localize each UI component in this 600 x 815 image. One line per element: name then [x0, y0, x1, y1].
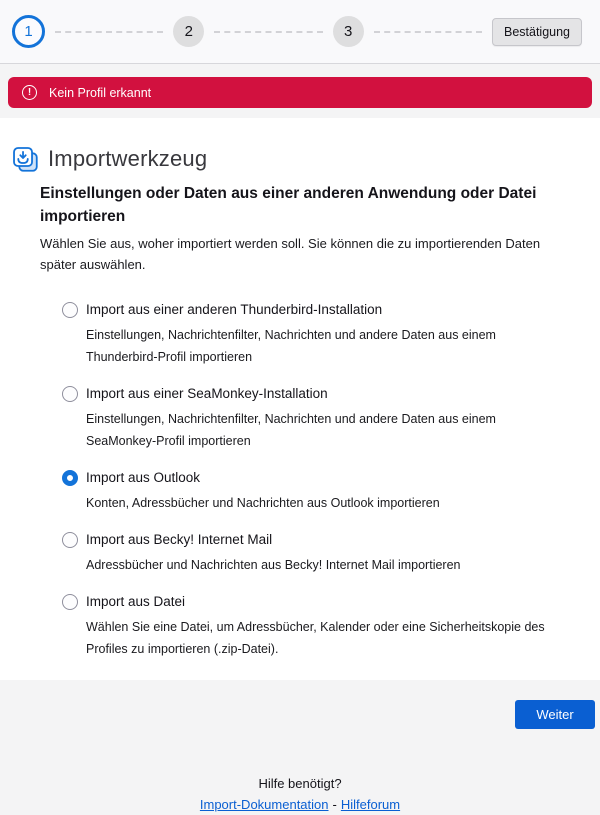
link-help-forum[interactable]: Hilfeforum	[340, 797, 401, 812]
option-row[interactable]	[62, 469, 560, 487]
option-row[interactable]	[62, 593, 560, 611]
radio-button[interactable]	[62, 594, 78, 610]
stepper	[0, 0, 600, 64]
step-connector	[214, 31, 322, 33]
option-description: Adressbücher und Nachrichten aus Becky! Internet Mail importieren	[86, 558, 461, 572]
import-source-options	[62, 301, 560, 660]
step-1: 1	[12, 15, 45, 48]
footer	[0, 680, 600, 815]
option-file[interactable]	[62, 593, 560, 660]
alert-banner	[8, 77, 592, 108]
help-title: Hilfe benötigt?	[258, 776, 342, 791]
help-links	[0, 797, 600, 812]
option-label: Import aus Outlook	[86, 470, 201, 485]
error-icon: !	[22, 85, 37, 100]
option-description: Konten, Adressbücher und Nachrichten aus Outlook importieren	[86, 496, 440, 510]
option-becky[interactable]	[62, 531, 560, 576]
option-row[interactable]	[62, 385, 560, 403]
step-connector	[374, 31, 482, 33]
radio-button[interactable]	[62, 302, 78, 318]
option-label: Import aus einer SeaMonkey-Installation	[86, 386, 328, 401]
radio-button[interactable]	[62, 532, 78, 548]
help-section	[0, 776, 600, 812]
link-separator: -	[332, 797, 337, 812]
section-description: Wählen Sie aus, woher importiert werden soll. Sie können die zu importierenden Daten später auswählen.	[40, 236, 541, 272]
main-content	[0, 118, 600, 680]
next-button[interactable]: Weiter	[515, 700, 595, 729]
radio-button[interactable]	[62, 470, 78, 486]
option-label: Import aus einer anderen Thunderbird-Installation	[86, 302, 383, 317]
step-confirmation-chip: Bestätigung	[492, 18, 582, 46]
option-seamonkey[interactable]	[62, 385, 560, 452]
option-description: Wählen Sie eine Datei, um Adressbücher, Kalender oder eine Sicherheitskopie des Profiles zu importieren (.zip-Datei).	[86, 620, 545, 656]
option-thunderbird[interactable]	[62, 301, 560, 368]
option-row[interactable]	[62, 301, 560, 319]
radio-button[interactable]	[62, 386, 78, 402]
alert-region	[0, 64, 600, 118]
option-description: Einstellungen, Nachrichtenfilter, Nachrichten und andere Daten aus einem SeaMonkey-Profil importieren	[86, 412, 496, 448]
option-label: Import aus Becky! Internet Mail	[86, 532, 273, 547]
option-description: Einstellungen, Nachrichtenfilter, Nachrichten und andere Daten aus einem Thunderbird-Profil importieren	[86, 328, 496, 364]
section-heading: Einstellungen oder Daten aus einer anderen Anwendung oder Datei importieren	[40, 185, 537, 225]
step-3: 3	[333, 16, 364, 47]
step-2: 2	[173, 16, 204, 47]
step-connector	[55, 31, 163, 33]
link-import-documentation[interactable]: Import-Dokumentation	[199, 797, 329, 812]
page-title: Importwerkzeug	[48, 146, 208, 171]
import-tool-icon	[12, 146, 39, 173]
alert-text: Kein Profil erkannt	[49, 85, 152, 100]
option-label: Import aus Datei	[86, 594, 186, 609]
option-outlook[interactable]	[62, 469, 560, 514]
option-row[interactable]	[62, 531, 560, 549]
title-row	[40, 144, 560, 174]
